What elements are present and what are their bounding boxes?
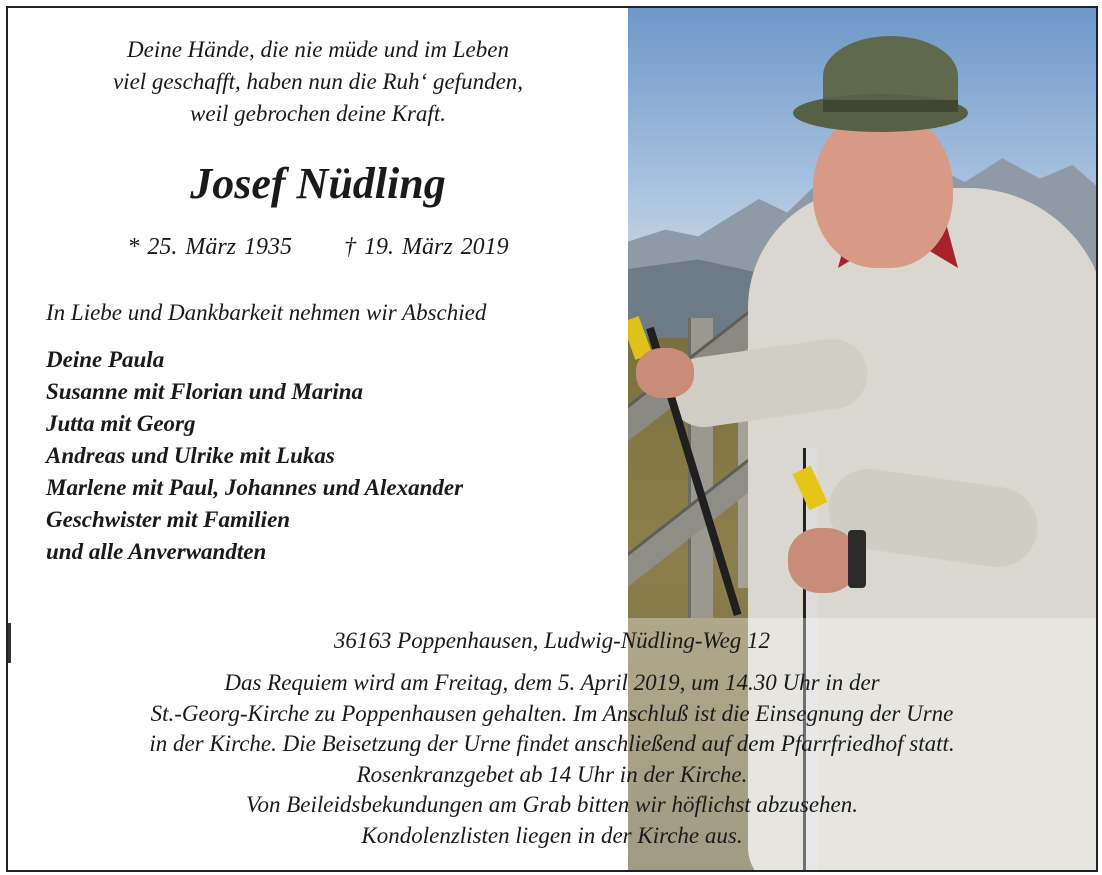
edge-mark <box>8 623 11 663</box>
wristwatch <box>848 530 866 588</box>
birth-date: * 25. März 1935 <box>127 234 292 260</box>
service-notice <box>8 668 1096 851</box>
poem-line: weil gebrochen deine Kraft. <box>190 101 446 127</box>
poem-line: viel geschafft, haben nun die Ruh‘ gefunden, <box>112 69 524 95</box>
family-member: Susanne mit Florian und Marina <box>46 379 364 404</box>
address: 36163 Poppenhausen, Ludwig-Nüdling-Weg 12 <box>333 628 771 653</box>
notice-line: Das Requiem wird am Freitag, dem 5. April 2019, um 14.30 Uhr in der <box>224 670 880 695</box>
family-member: Marlene mit Paul, Johannes und Alexander <box>46 475 464 500</box>
hand <box>636 348 694 398</box>
obituary-card <box>6 6 1098 872</box>
family-list <box>46 344 626 568</box>
family-member: Geschwister mit Familien <box>46 507 291 532</box>
notice-line: Rosenkranzgebet ab 14 Uhr in der Kirche. <box>356 761 748 787</box>
notice-line: Von Beileidsbekundungen am Grab bitten wir höflichst abzusehen. <box>246 792 858 817</box>
notice-line: Kondolenzlisten liegen in der Kirche aus. <box>361 822 743 848</box>
family-member: Jutta mit Georg <box>46 411 196 436</box>
deceased-name: Josef Nüdling <box>190 159 446 208</box>
face <box>813 108 953 268</box>
notice-line: in der Kirche. Die Beisetzung der Urne findet anschließend auf dem Pfarrfriedhof statt. <box>149 731 955 756</box>
family-member: Deine Paula <box>46 347 165 372</box>
death-date: † 19. März 2019 <box>344 234 509 260</box>
poem-line: Deine Hände, die nie müde und im Leben <box>127 37 509 62</box>
poem <box>48 34 588 131</box>
hat-band <box>823 100 958 112</box>
family-member: Andreas und Ulrike mit Lukas <box>46 443 335 468</box>
farewell-line: In Liebe und Dankbarkeit nehmen wir Abschied <box>46 300 487 325</box>
life-dates <box>48 234 588 261</box>
notice-line: St.-Georg-Kirche zu Poppenhausen gehalten. Im Anschluß ist die Einsegnung der Urne <box>150 700 954 726</box>
family-member: und alle Anverwandten <box>46 539 267 564</box>
